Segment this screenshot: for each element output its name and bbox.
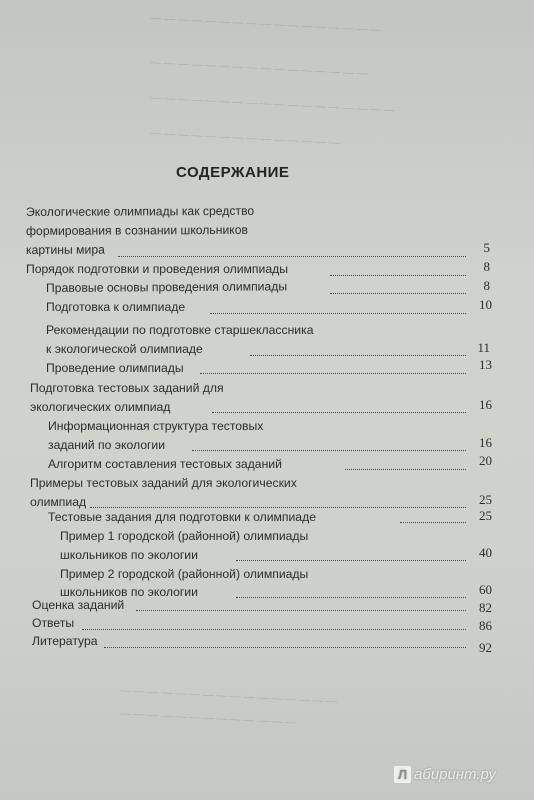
leader-dots xyxy=(212,412,466,413)
bleed-through-text: — — — — — — — — — — — — — — — — — — xyxy=(149,91,395,117)
toc-entry-title: Правовые основы проведения олимпиады xyxy=(45,279,288,295)
toc-entry-title: Алгоритм составления тестовых заданий xyxy=(48,457,282,471)
leader-dots xyxy=(200,373,466,374)
bleed-through-text: — — — — — — — — — — — — — — — — xyxy=(119,684,338,708)
leader-dots xyxy=(236,560,466,561)
bleed-through-text: — — — — — — — — — — — — — — xyxy=(149,127,340,149)
bleed-through-text: — — — — — — — — — — — — — — — — xyxy=(149,56,368,80)
toc-entry-title: экологических олимпиад xyxy=(30,400,171,414)
toc-entry-title: формирования в сознании школьников xyxy=(25,222,249,238)
page-number: 8 xyxy=(483,278,490,293)
page-number: 16 xyxy=(479,435,492,450)
leader-dots xyxy=(104,647,466,648)
watermark-logo-icon: Л xyxy=(394,766,411,783)
toc-entry-title: Оценка заданий xyxy=(32,598,125,612)
toc-entry-title: Проведение олимпиады xyxy=(46,361,184,375)
page-number: 60 xyxy=(479,582,492,597)
page-number: 25 xyxy=(479,492,492,507)
page-number: 16 xyxy=(479,397,492,412)
leader-dots xyxy=(82,629,466,630)
toc-entry-title: Ответы xyxy=(32,616,75,630)
leader-dots xyxy=(330,275,466,276)
leader-dots xyxy=(210,313,466,314)
page-number: 13 xyxy=(479,357,492,372)
toc-entry-title: олимпиад xyxy=(30,495,87,509)
toc-entry-title: к экологической олимпиаде xyxy=(46,342,203,356)
toc-entry-title: Подготовка тестовых заданий для xyxy=(30,381,224,395)
watermark-text: абиринт.ру xyxy=(414,766,496,783)
page-number: 82 xyxy=(479,600,492,615)
toc-entry-title: картины мира xyxy=(25,242,105,257)
watermark xyxy=(394,766,496,783)
page-number: 25 xyxy=(479,508,492,523)
leader-dots xyxy=(250,355,466,356)
leader-dots xyxy=(345,469,466,470)
bleed-through-text: — — — — — — — — — — — — — xyxy=(119,707,297,729)
page-number: 8 xyxy=(483,259,490,274)
leader-dots xyxy=(192,450,466,451)
toc-entry-title: Информационная структура тестовых xyxy=(48,419,264,433)
leader-dots xyxy=(236,597,466,598)
toc-entry-title: заданий по экологии xyxy=(48,438,166,452)
toc-entry-title: Пример 1 городской (районной) олимпиады xyxy=(60,529,309,543)
leader-dots xyxy=(118,256,466,257)
page-number: 5 xyxy=(483,240,490,255)
leader-dots xyxy=(136,610,466,611)
toc-entry-title: Пример 2 городской (районной) олимпиады xyxy=(60,567,309,581)
leader-dots xyxy=(400,522,466,523)
toc-entry-title: Примеры тестовых заданий для экологических xyxy=(30,476,297,490)
bleed-through-text: — — — — — — — — — — — — — — — — — xyxy=(149,11,382,37)
toc-entry-title: Порядок подготовки и проведения олимпиады xyxy=(26,262,288,276)
page-number: 40 xyxy=(479,545,492,560)
toc-entry-title: школьников по экологии xyxy=(60,548,198,562)
toc-entry-title: Рекомендации по подготовке старшеклассника xyxy=(46,323,314,337)
toc-entry-title: школьников по экологии xyxy=(60,585,198,599)
page-number: 20 xyxy=(479,453,492,468)
page-number: 92 xyxy=(479,640,492,655)
page-number: 11 xyxy=(477,340,490,355)
toc-heading: СОДЕРЖАНИЕ xyxy=(176,164,290,181)
page-number: 10 xyxy=(479,297,492,312)
leader-dots xyxy=(90,507,466,508)
page-number: 86 xyxy=(479,618,492,633)
toc-entry-title: Подготовка к олимпиаде xyxy=(46,300,186,314)
toc-entry-title: Экологические олимпиады как средство xyxy=(25,203,255,219)
leader-dots xyxy=(330,293,466,294)
toc-entry-title: Тестовые задания для подготовки к олимпиаде xyxy=(48,510,316,524)
toc-entry-title: Литература xyxy=(32,634,98,648)
